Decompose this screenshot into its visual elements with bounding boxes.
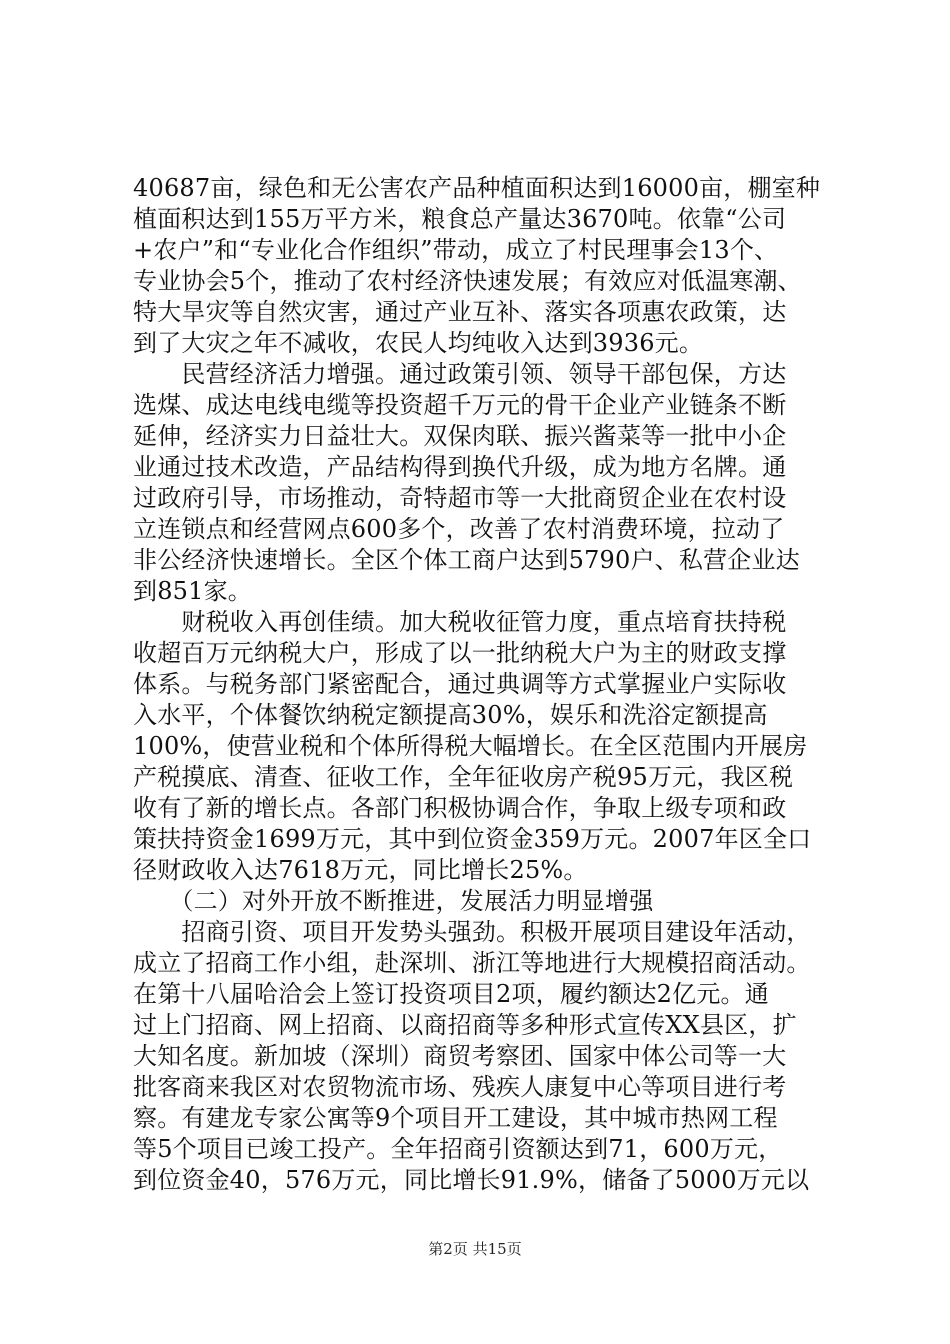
text-line: 植面积达到155万平方米，粮食总产量达3670吨。依靠“公司	[133, 205, 787, 233]
text-line: 收有了新的增长点。各部门积极协调合作，争取上级专项和政	[133, 794, 787, 822]
text-line: 策扶持资金1699万元，其中到位资金359万元。2007年区全口	[133, 825, 812, 853]
text-line: 40687亩，绿色和无公害农产品种植面积达到16000亩，棚室种	[133, 174, 821, 202]
page-footer: 第2页 共15页	[428, 1240, 522, 1258]
text-line: 产税摸底、清查、征收工作，全年征收房产税95万元，我区税	[133, 763, 794, 791]
text-line: 财税收入再创佳绩。加大税收征管力度，重点培育扶持税	[133, 608, 787, 636]
section-heading: （二）对外开放不断推进，发展活力明显增强	[133, 887, 654, 915]
text-line: 延伸，经济实力日益壮大。双保肉联、振兴酱菜等一批中小企	[133, 422, 787, 450]
text-line: 察。有建龙专家公寓等9个项目开工建设，其中城市热网工程	[133, 1104, 778, 1132]
text-line: 业通过技术改造，产品结构得到换代升级，成为地方名牌。通	[133, 453, 787, 481]
text-line: +农户”和“专业化合作组织”带动，成立了村民理事会13个、	[133, 236, 779, 264]
text-line: 特大旱灾等自然灾害，通过产业互补、落实各项惠农政策，达	[133, 298, 787, 326]
text-line: 批客商来我区对农贸物流市场、残疾人康复中心等项目进行考	[133, 1073, 787, 1101]
text-line: 专业协会5个，推动了农村经济快速发展；有效应对低温寒潮、	[133, 267, 802, 295]
text-line: 100%，使营业税和个体所得税大幅增长。在全区范围内开展房	[133, 732, 808, 760]
text-line: 收超百万元纳税大户，形成了以一批纳税大户为主的财政支撑	[133, 639, 787, 667]
text-line: 非公经济快速增长。全区个体工商户达到5790户、私营企业达	[133, 546, 800, 574]
text-line: 大知名度。新加坡（深圳）商贸考察团、国家中体公司等一大	[133, 1042, 787, 1070]
text-line: 成立了招商工作小组，赴深圳、浙江等地进行大规模招商活动。	[133, 949, 811, 977]
text-line: 体系。与税务部门紧密配合，通过典调等方式掌握业户实际收	[133, 670, 787, 698]
text-line: 径财政收入达7618万元，同比增长25%。	[133, 856, 588, 884]
text-line: 过政府引导，市场推动，奇特超市等一大批商贸企业在农村设	[133, 484, 787, 512]
text-line: 招商引资、项目开发势头强劲。积极开展项目建设年活动，	[133, 918, 811, 946]
text-line: 到851家。	[133, 577, 253, 605]
text-line: 到了大灾之年不减收，农民人均纯收入达到3936元。	[133, 329, 704, 357]
text-line: 选煤、成达电线电缆等投资超千万元的骨干企业产业链条不断	[133, 391, 787, 419]
text-line: 立连锁点和经营网点600多个，改善了农村消费环境，拉动了	[133, 515, 785, 543]
text-line: 等5个项目已竣工投产。全年招商引资额达到71，600万元，	[133, 1135, 783, 1163]
text-line: 到位资金40，576万元，同比增长91.9%，储备了5000万元以	[133, 1166, 810, 1194]
text-line: 过上门招商、网上招商、以商招商等多种形式宣传XX县区，扩	[133, 1011, 797, 1039]
text-line: 在第十八届哈洽会上签订投资项目2项，履约额达2亿元。通	[133, 980, 769, 1008]
text-line: 入水平，个体餐饮纳税定额提高30%，娱乐和洗浴定额提高	[133, 701, 768, 729]
text-line: 民营经济活力增强。通过政策引领、领导干部包保，方达	[133, 360, 787, 388]
